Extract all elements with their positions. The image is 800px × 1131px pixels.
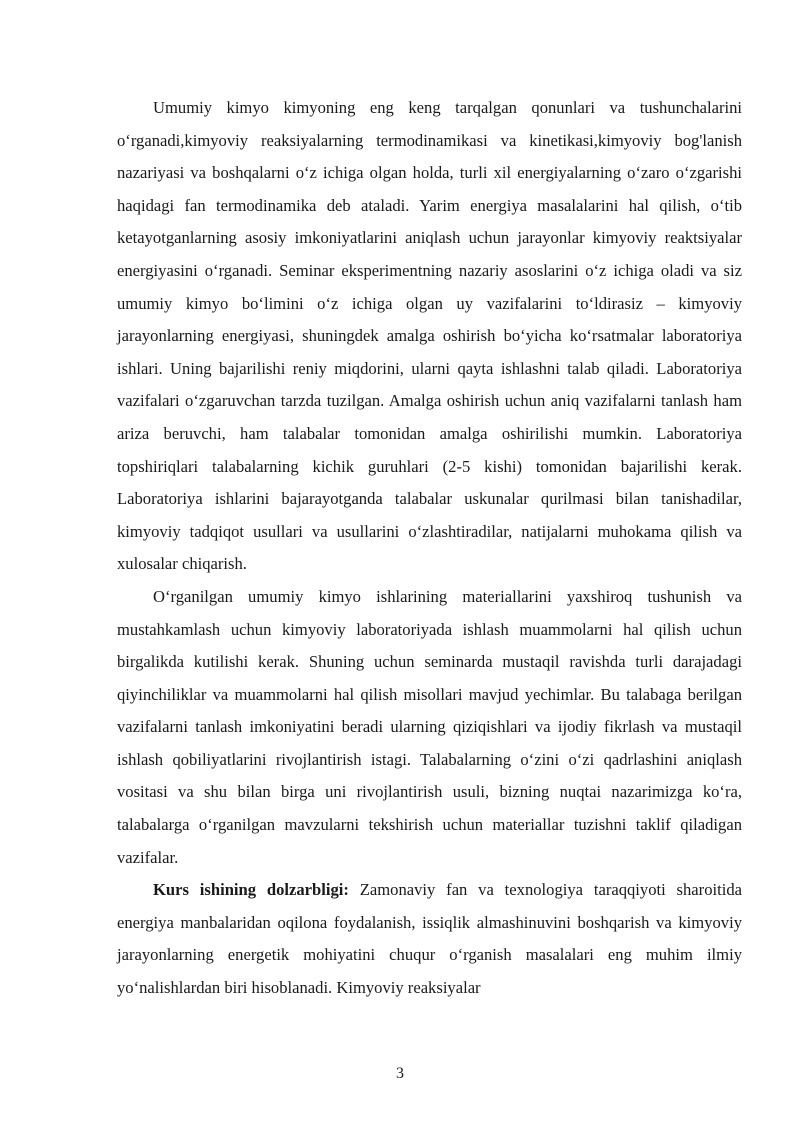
paragraph-1 — [117, 92, 742, 581]
paragraph-2-text: O‘rganilgan umumiy kimyo ishlarining materiallarini yaxshiroq tushunish va mustahkamlash uchun kimyoviy laboratoriyada ishlash muammolarni hal qilish uchun birgalikda kutilishi kerak. Shuning uchun seminarda mustaqil ravishda turli darajadagi qiyinchiliklar va muammolarni hal qilish misollari mavjud yechimlar. Bu talabaga berilgan vazifalarni tanlash imkoniyatini beradi ularning qiziqishlari va ijodiy fikrlash va mustaqil ishlash qobiliyatlarini rivojlantirish istagi. Talabalarning o‘zini o‘zi qadrlashini aniqlash vositasi va shu bilan birga uni rivojlantirish usuli, bizning nuqtai nazarimizga ko‘ra, talabalarga o‘rganilgan mavzularni tekshirish uchun materiallar tuzishni taklif qiladigan vazifalar. — [117, 586, 742, 867]
page-number: 3 — [396, 1065, 404, 1082]
paragraph-1-text: Umumiy kimyo kimyoning eng keng tarqalgan qonunlari va tushunchalarini o‘rganadi,kimyoviy reaksiyalarning termodinamikasi va kinetikasi,kimyoviy bog'lanish nazariyasi va boshqalarni o‘z ichiga olgan holda, turli xil energiyalarning o‘zaro o‘zgarishi haqidagi fan termodinamika deb ataladi. Yarim energiya masalalarini hal qilish, o‘tib ketayotganlarning asosiy imkoniyatlarini aniqlash uchun jarayonlar kimyoviy reaktsiyalar energiyasini o‘rganadi. Seminar eksperimentning nazariy asoslarini o‘z ichiga oladi va siz umumiy kimyo bo‘limini o‘z ichiga olgan uy vazifalarini to‘ldirasiz – kimyoviy jarayonlarning energiyasi, shuningdek amalga oshirish bo‘yicha ko‘rsatmalar laboratoriya ishlari. Uning bajarilishi reniy miqdorini, ularni qayta ishlashni talab qiladi. Laboratoriya vazifalari o‘zgaruvchan tarzda tuzilgan. Amalga oshirish uchun aniq vazifalarni tanlash ham ariza beruvchi, ham talabalar tomonidan amalga oshirilishi mumkin. Laboratoriya topshiriqlari talabalarning kichik guruhlari (2-5 kishi) tomonidan bajarilishi kerak. Laboratoriya ishlarini bajarayotganda talabalar uskunalar qurilmasi bilan tanishadilar, kimyoviy tadqiqot usullari va usullarini o‘zlashtiradilar, natijalarni muhokama qilish va xulosalar chiqarish. — [117, 98, 742, 574]
paragraph-3-text: Zamonaviy fan va texnologiya taraqqiyoti sharoitida energiya manbalaridan oqilona foydalanish, issiqlik almashinuvini boshqarish va kimyoviy jarayonlarning energetik mohiyatini chuqur o‘rganish masalalari eng muhim ilmiy yo‘nalishlardan biri hisoblanadi. Kimyoviy reaksiyalar — [117, 880, 742, 998]
page-body — [117, 92, 742, 1005]
paragraph-3 — [117, 874, 742, 1004]
paragraph-3-lead: Kurs ishining dolzarbligi: — [153, 880, 349, 900]
paragraph-2 — [117, 581, 742, 874]
